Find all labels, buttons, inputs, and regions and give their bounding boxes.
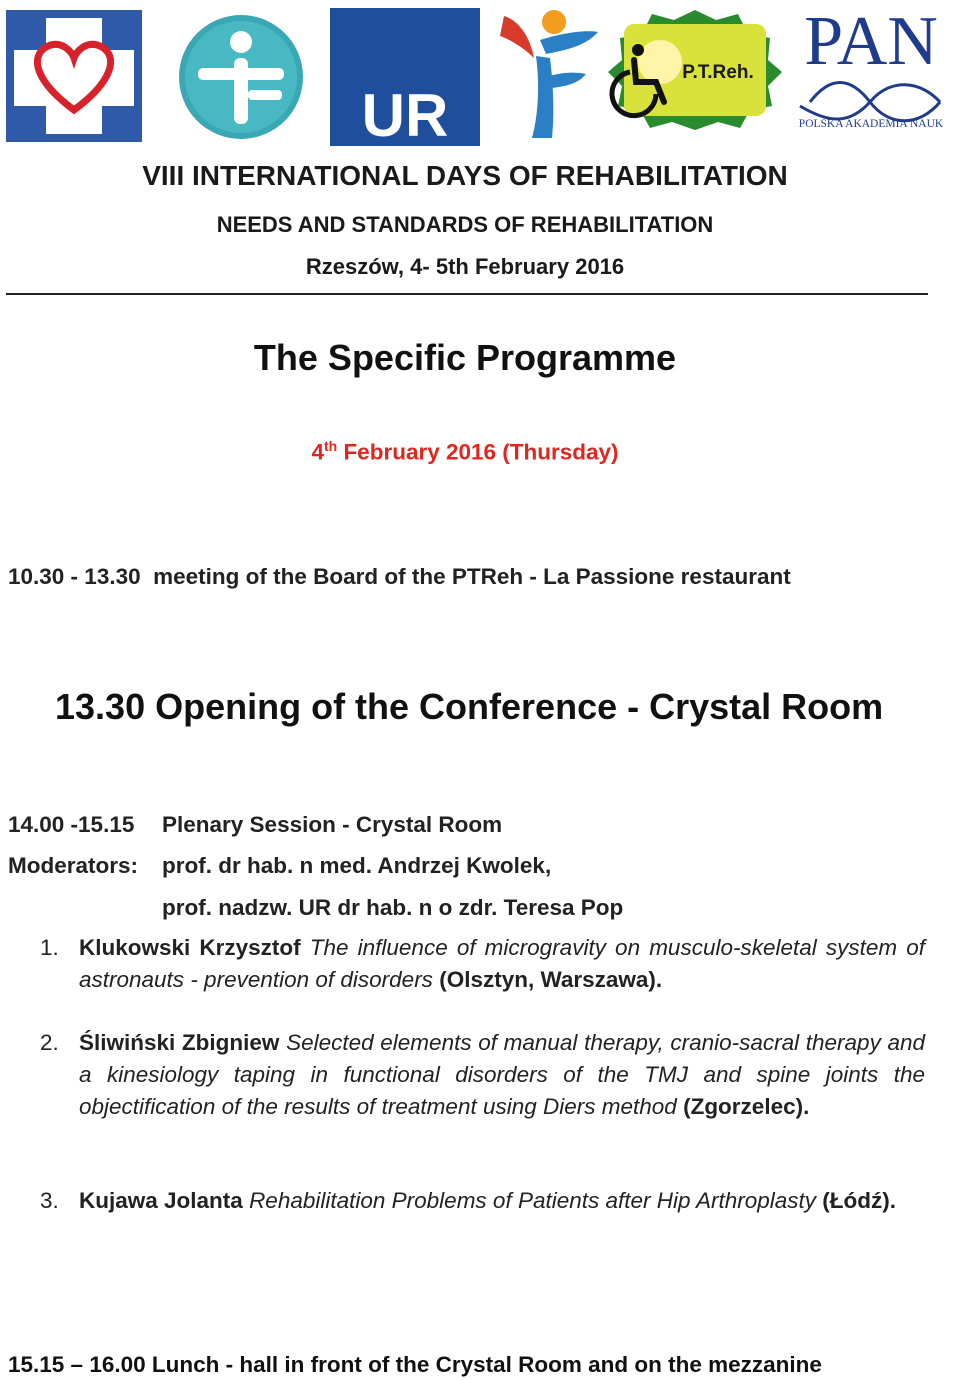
day-heading (0, 438, 930, 466)
conference-subtitle: NEEDS AND STANDARDS OF REHABILITATION (216, 212, 714, 237)
header-divider (6, 293, 928, 295)
item-author: Kujawa Jolanta (79, 1188, 243, 1213)
item-author: Śliwiński Zbigniew (79, 1030, 280, 1055)
moderators-label: Moderators: (8, 853, 139, 878)
conference-place-date: Rzeszów, 4- 5th February 2016 (305, 254, 625, 279)
day-rest: February 2016 (Thursday) (337, 439, 619, 465)
item-number: 1. (40, 935, 59, 960)
moderator-2: prof. nadzw. UR dr hab. n o zdr. Teresa Pop (162, 895, 624, 920)
item-place: (Łódź). (822, 1188, 896, 1213)
lunch-break: 15.15 – 16.00 Lunch - hall in front of the Crystal Room and on the mezzanine (8, 1352, 822, 1377)
item-number: 3. (40, 1188, 59, 1213)
logo-ur-university (330, 8, 480, 146)
logo-f-figure (496, 6, 600, 142)
logo-ur-text: UR (361, 82, 449, 146)
day-suffix: th (323, 438, 338, 454)
logo-pan-subtitle: POLSKA AKADEMIA NAUK (798, 118, 944, 130)
logo-pan-text: PAN (804, 3, 938, 80)
programme-heading: The Specific Programme (253, 337, 677, 378)
conference-title: VIII INTERNATIONAL DAYS OF REHABILITATION (142, 160, 788, 191)
item-number: 2. (40, 1030, 59, 1055)
logo-heart-cross (6, 10, 142, 142)
item-text (79, 1027, 925, 1123)
item-title: The influence of microgravity on musculo-skeletal system of astronauts - prevention of disorders (79, 935, 925, 992)
logo-person-circle (176, 12, 306, 142)
logo-ptreh-label: P.T.Reh. (682, 62, 754, 83)
item-author: Klukowski Krzysztof (79, 935, 301, 960)
item-place: (Zgorzelec). (683, 1094, 810, 1119)
opening-ceremony: 13.30 Opening of the Conference - Crystal Room (55, 686, 884, 727)
session-title: Plenary Session - Crystal Room (162, 812, 503, 837)
item-place: (Olsztyn, Warszawa). (439, 967, 663, 992)
board-meeting: 10.30 - 13.30 meeting of the Board of the PTReh - La Passione restaurant (8, 564, 791, 589)
item-title: Selected elements of manual therapy, cranio-sacral therapy and a kinesiology taping in functional disorders of the TMJ and spine joints the objectification of the results of treatment using Diers method (79, 1030, 925, 1119)
day-number: 4 (311, 439, 324, 465)
session-time: 14.00 -15.15 (8, 812, 135, 837)
item-text (79, 1185, 925, 1217)
item-title: Rehabilitation Problems of Patients after Hip Arthroplasty (249, 1188, 817, 1213)
moderator-1: prof. dr hab. n med. Andrzej Kwolek, (162, 853, 552, 878)
item-text (79, 932, 925, 996)
